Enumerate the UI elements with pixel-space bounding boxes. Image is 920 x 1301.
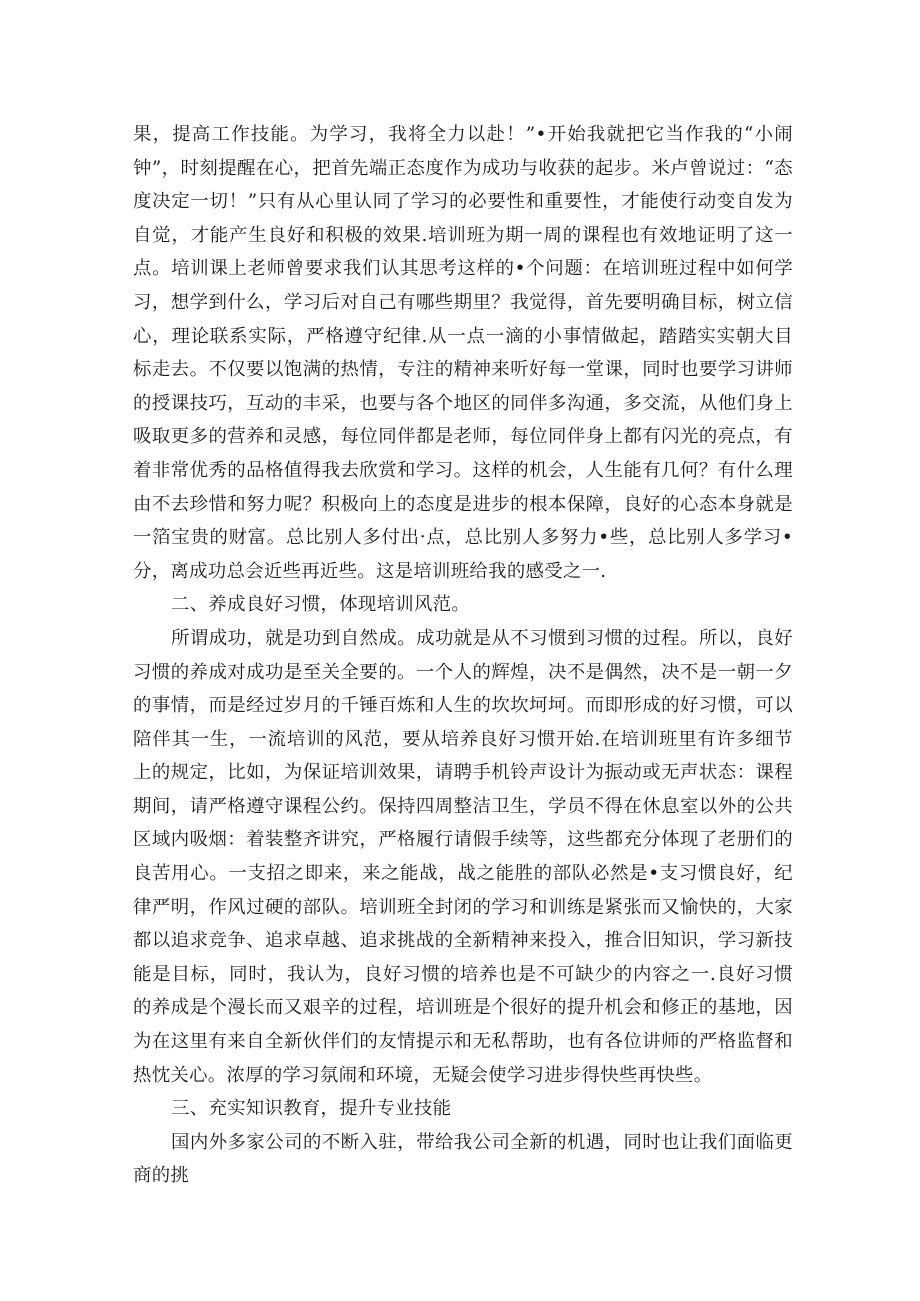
- section-heading-2: 二、养成良好习惯，体现培训风范。: [171, 594, 471, 616]
- section-heading-3: 三、充实知识教育，提升专业技能: [171, 1098, 452, 1120]
- paragraph-3: 国内外多家公司的不断入驻，带给我公司全新的机遇，同时也让我们面临更商的挑: [133, 1131, 793, 1187]
- paragraph-2: 所谓成功，就是功到自然成。成功就是从不习惯到习惯的过程。所以，良好习惯的养成对成功是至关全要的。一个人的辉煌，决不是偶然，决不是一朝一夕的事情，而是经过岁月的千锤百炼和人生的坎坎坷坷。而即形成的好习惯，可以陪伴其一生，一流培训的风范，要从培养良好习惯开始.在培训班里有许多细节上的规定，比如，为保证培训效果，请聘手机铃声设计为振动或无声状态：课程期间，请严格遵守课程公约。保持四周整洁卫生，学员不得在休息室以外的公共区域内吸烟：着装整齐讲究，严格履行请假手续等，这些都充分体现了老册们的良苦用心。一支招之即来，来之能战，战之能胜的部队必然是•支习惯良好，纪律严明，作风过硬的部队。培训班全封闭的学习和训练是紧张而又愉快的，大家都以追求竞争、追求卓越、追求挑战的全新精神来投入，推合旧知识，学习新技能是目标，同时，我认为，良好习惯的培养也是不可缺少的内容之一.良好习惯的养成是个漫长而又艰辛的过程，培训班是个很好的提升机会和修正的基地，因为在这里有来自全新伙伴们的友情提示和无私帮助，也有各位讲师的严格监督和热忱关心。浓厚的学习氛闹和环境，无疑会使学习进步得快些再快些。: [133, 627, 793, 1086]
- document-body: [133, 118, 793, 1193]
- paragraph-1: 果，提高工作技能。为学习，我将全力以赴！”•开始我就把它当作我的“小闹钟”，时刻提醒在心，把首先端正态度作为成功与收获的起步。米卢曾说过：“态度决定一切！”只有从心里认同了学习的必要性和重要性，才能使行动变自发为自觉，才能产生良好和积极的效果.培训班为期一周的课程也有效地证明了这一点。培训课上老师曾要求我们认其思考这样的•个问题：在培训班过程中如何学习，想学到什么，学习后对自己有哪些期里？我觉得，首先要明确目标，树立信心，理论联系实际，严格遵守纪律.从一点一滴的小事情做起，踏踏实实朝大目标走去。不仅要以饱满的热情，专注的精神来听好每一堂课，同时也要学习讲师的授课技巧，互动的丰采，也要与各个地区的同伴多沟通，多交流，从他们身上吸取更多的营养和灵感，每位同伴都是老师，每位同伴身上都有闪光的亮点，有着非常优秀的品格值得我去欣赏和学习。这样的机会，人生能有几何？有什么理由不去珍惜和努力呢？积极向上的态度是进步的根本保障，良好的心态本身就是一箔宝贵的财富。总比别人多付出·点，总比别人多努力•些，总比别人多学习•分，离成功总会近些再近些。这是培训班给我的感受之一.: [133, 124, 793, 582]
